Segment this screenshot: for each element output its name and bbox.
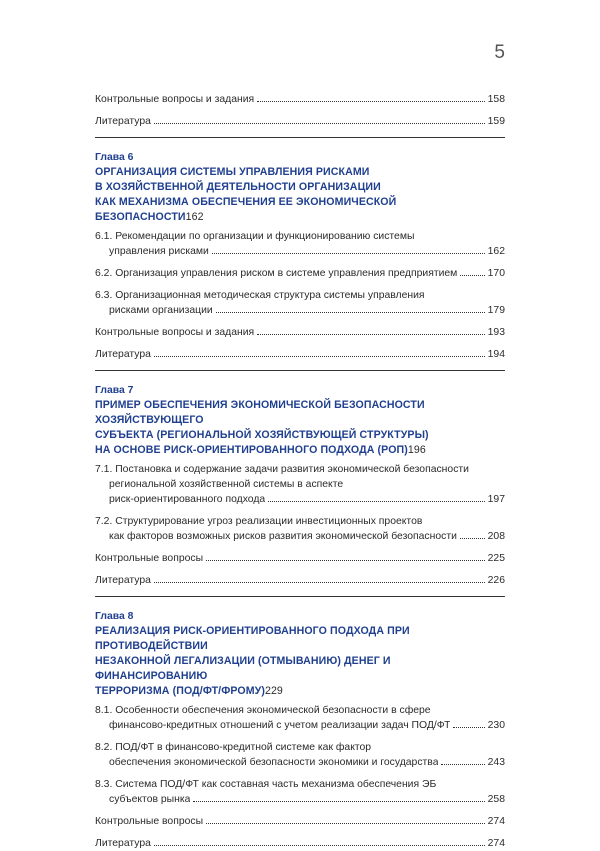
toc-entry-title: 6.2. Организация управления риском в системе управления предприятием xyxy=(95,268,458,279)
chapter-title-line: СУБЪЕКТА (РЕГИОНАЛЬНОЙ ХОЗЯЙСТВУЮЩЕЙ СТРУКТУРЫ) xyxy=(95,429,429,441)
toc-entry-title: 6.1. Рекомендации по организации и функционированию системы xyxy=(95,231,415,242)
dot-leader xyxy=(154,347,485,357)
toc-entry-title: 7.2. Структурирование угроз реализации инвестиционных проектов xyxy=(95,516,423,527)
toc-entry-title: 8.3. Система ПОД/ФТ как составная часть механизма обеспечения ЭБ xyxy=(95,779,437,790)
toc-page-number: 208 xyxy=(487,531,505,542)
toc-page-number: 179 xyxy=(487,305,505,316)
toc-entry-title: 8.2. ПОД/ФТ в финансово-кредитной системе как фактор xyxy=(95,742,372,753)
toc-entry-title: 7.1. Постановка и содержание задачи развития экономической безопасности xyxy=(95,464,469,475)
toc-page-number: 193 xyxy=(487,327,505,338)
toc-entry-title: Литература xyxy=(95,838,151,849)
toc-page-number: 243 xyxy=(487,757,505,768)
toc-entry[interactable] xyxy=(95,551,505,566)
toc-entry-title: управления рисками xyxy=(109,246,209,257)
dot-leader xyxy=(268,492,484,502)
chapter-label: Глава 6 xyxy=(95,152,134,163)
chapter-divider xyxy=(95,137,505,138)
toc-entry-title: Контрольные вопросы и задания xyxy=(95,327,255,338)
chapter-label: Глава 7 xyxy=(95,385,134,396)
toc-entry-title: 8.1. Особенности обеспечения экономической безопасности в сфере xyxy=(95,705,431,716)
toc-entry-title: финансово-кредитных отношений с учетом реализации задач ПОД/ФТ xyxy=(109,720,451,731)
toc-entry[interactable] xyxy=(95,836,505,851)
toc-page-number: 196 xyxy=(407,444,426,456)
toc-page-number: 225 xyxy=(487,553,505,564)
chapter-title-line: ТЕРРОРИЗМА (ПОД/ФТ/ФРОМУ) xyxy=(95,685,265,697)
toc-entry[interactable] xyxy=(95,740,505,770)
toc-page-number: 226 xyxy=(487,575,505,586)
toc-entry[interactable] xyxy=(95,114,505,129)
toc-page-number: 230 xyxy=(487,720,505,731)
toc-page-number: 274 xyxy=(487,816,505,827)
toc-entry[interactable] xyxy=(95,462,505,507)
toc-entry[interactable] xyxy=(95,229,505,259)
dot-leader xyxy=(206,551,485,561)
toc-page-number: 258 xyxy=(487,794,505,805)
chapter-title-line: ПРИМЕР ОБЕСПЕЧЕНИЯ ЭКОНОМИЧЕСКОЙ БЕЗОПАСНОСТИ ХОЗЯЙСТВУЮЩЕГО xyxy=(95,399,425,426)
toc-entry[interactable] xyxy=(95,347,505,362)
toc-entry-title: Литература xyxy=(95,575,151,586)
chapter-title-line: В ХОЗЯЙСТВЕННОЙ ДЕЯТЕЛЬНОСТИ ОРГАНИЗАЦИИ xyxy=(95,181,381,193)
dot-leader xyxy=(154,573,485,583)
dot-leader xyxy=(257,325,484,335)
chapter-title-line: ОРГАНИЗАЦИЯ СИСТЕМЫ УПРАВЛЕНИЯ РИСКАМИ xyxy=(95,166,370,178)
chapter-title-line: НА ОСНОВЕ РИСК-ОРИЕНТИРОВАННОГО ПОДХОДА (РОП) xyxy=(95,444,408,456)
toc-entry[interactable] xyxy=(95,288,505,318)
dot-leader xyxy=(154,114,485,124)
toc-page-number: 158 xyxy=(487,94,505,105)
toc-entry-title: 6.3. Организационная методическая структура системы управления xyxy=(95,290,425,301)
chapter-title-line: КАК МЕХАНИЗМА ОБЕСПЕЧЕНИЯ ЕЕ ЭКОНОМИЧЕСКОЙ БЕЗОПАСНОСТИ xyxy=(95,196,397,223)
page-number: 5 xyxy=(494,42,505,63)
chapter-title[interactable] xyxy=(95,165,505,225)
toc-entry[interactable] xyxy=(95,514,505,544)
table-of-contents xyxy=(95,92,505,851)
toc-entry-title: рисками организации xyxy=(109,305,213,316)
toc-page-number: 159 xyxy=(487,116,505,127)
toc-page-number: 162 xyxy=(185,211,204,223)
chapter-label: Глава 8 xyxy=(95,611,134,622)
chapter-title-line: НЕЗАКОННОЙ ЛЕГАЛИЗАЦИИ (ОТМЫВАНИЮ) ДЕНЕГ И ФИНАНСИРОВАНИЮ xyxy=(95,655,391,682)
toc-entry-title: как факторов возможных рисков развития экономической безопасности xyxy=(109,531,457,542)
dot-leader xyxy=(453,718,484,728)
dot-leader xyxy=(257,92,484,102)
chapter-title[interactable] xyxy=(95,398,505,458)
toc-entry-title: Литература xyxy=(95,116,151,127)
toc-entry[interactable] xyxy=(95,814,505,829)
toc-entry[interactable] xyxy=(95,325,505,340)
toc-page-number: 274 xyxy=(487,838,505,849)
dot-leader xyxy=(154,836,485,846)
toc-entry-title: Литература xyxy=(95,349,151,360)
toc-entry[interactable] xyxy=(95,777,505,807)
chapter-title-line: РЕАЛИЗАЦИЯ РИСК-ОРИЕНТИРОВАННОГО ПОДХОДА ПРИ ПРОТИВОДЕЙСТВИИ xyxy=(95,625,410,652)
toc-entry[interactable] xyxy=(95,573,505,588)
toc-page-number: 197 xyxy=(487,494,505,505)
toc-page-number: 194 xyxy=(487,349,505,360)
dot-leader xyxy=(460,266,484,276)
dot-leader xyxy=(216,303,485,313)
toc-entry-title: Контрольные вопросы и задания xyxy=(95,94,255,105)
toc-entry-title: Контрольные вопросы xyxy=(95,553,204,564)
chapter-8 xyxy=(95,609,505,851)
toc-entry-title: субъектов рынка xyxy=(109,794,191,805)
chapter-6 xyxy=(95,150,505,362)
toc-entry-title: региональной хозяйственной системы в аспекте xyxy=(109,479,344,490)
toc-entry[interactable] xyxy=(95,703,505,733)
toc-entry-title: обеспечения экономической безопасности экономики и государства xyxy=(109,757,439,768)
toc-entry[interactable] xyxy=(95,92,505,107)
dot-leader xyxy=(206,814,485,824)
chapter-divider xyxy=(95,370,505,371)
dot-leader xyxy=(460,529,485,539)
chapter-divider xyxy=(95,596,505,597)
toc-entry-title: Контрольные вопросы xyxy=(95,816,204,827)
toc-page-number: 229 xyxy=(264,685,283,697)
dot-leader xyxy=(212,244,485,254)
chapter-title[interactable] xyxy=(95,624,505,699)
toc-entry-title: риск-ориентированного подхода xyxy=(109,494,266,505)
toc-page-number: 170 xyxy=(487,268,505,279)
dot-leader xyxy=(441,755,484,765)
dot-leader xyxy=(193,792,484,802)
toc-page-number: 162 xyxy=(487,246,505,257)
toc-entry[interactable] xyxy=(95,266,505,281)
chapter-7 xyxy=(95,383,505,588)
